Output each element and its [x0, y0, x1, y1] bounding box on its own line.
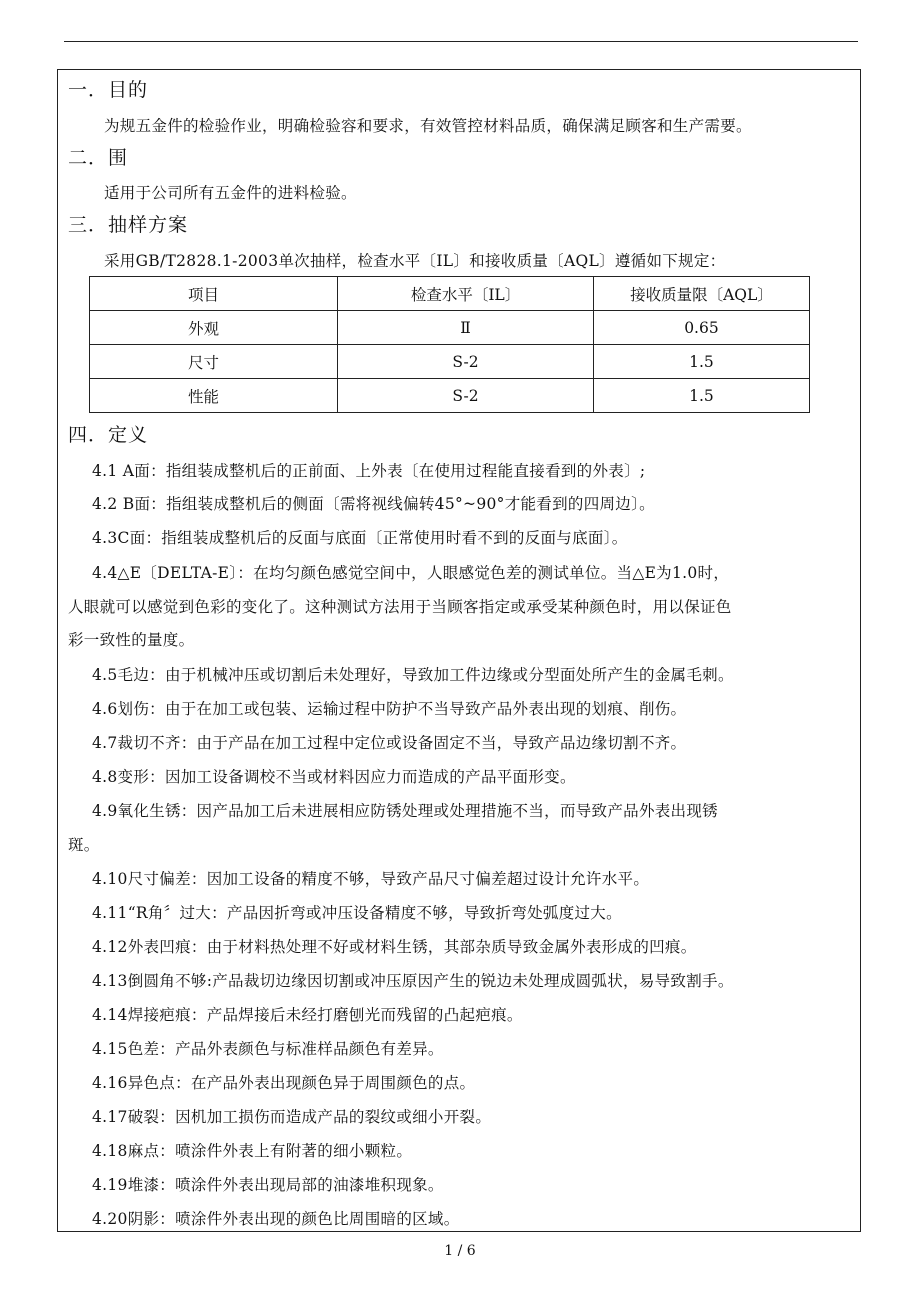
- table-cell: 1.5: [593, 345, 809, 379]
- table-row: [90, 311, 810, 345]
- table-cell: Ⅱ: [338, 311, 594, 345]
- sampling-table: [89, 276, 810, 413]
- table-cell: 性能: [90, 379, 338, 413]
- table-row: [90, 379, 810, 413]
- definition-line: 人眼就可以感觉到色彩的变化了。这种测试方法用于当顾客指定或承受某种颜色时，用以保证色: [68, 598, 732, 616]
- definition-line: 4.1 A面：指组装成整机后的正前面、上外表〔在使用过程能直接看到的外表〕;: [92, 462, 646, 480]
- section-heading-scope: 二．围: [68, 147, 129, 169]
- table-header-cell: 检查水平〔IL〕: [338, 277, 594, 311]
- definition-line: 斑。: [68, 836, 100, 854]
- definition-line: 4.7裁切不齐：由于产品在加工过程中定位或设备固定不当，导致产品边缘切割不齐。: [92, 734, 687, 752]
- definition-line: 4.16异色点：在产品外表出现颜色异于周围颜色的点。: [92, 1074, 476, 1092]
- definition-line: 4.19堆漆：喷涂件外表出现局部的油漆堆积现象。: [92, 1176, 444, 1194]
- definition-line: 4.11“R角〞过大：产品因折弯或冲压设备精度不够，导致折弯处弧度过大。: [92, 904, 622, 922]
- table-row: [90, 345, 810, 379]
- table-cell: 外观: [90, 311, 338, 345]
- definition-line: 4.12外表凹痕：由于材料热处理不好或材料生锈，其部杂质导致金属外表形成的凹痕。: [92, 938, 697, 956]
- table-header-cell: 接收质量限〔AQL〕: [593, 277, 809, 311]
- definition-line: 4.5毛边：由于机械冲压或切割后未处理好，导致加工件边缘或分型面处所产生的金属毛刺。: [92, 666, 734, 684]
- definition-line: 4.14焊接疤痕：产品焊接后未经打磨刨光而残留的凸起疤痕。: [92, 1006, 523, 1024]
- definition-line: 4.2 B面：指组装成整机后的侧面〔需将视线偏转45°~90°才能看到的四周边〕。: [92, 495, 655, 513]
- definition-line: 4.4△E〔DELTA-E〕：在均匀颜色感觉空间中，人眼感觉色差的测试单位。当△E为1.0时，: [92, 564, 730, 582]
- section-heading-definitions: 四．定义: [68, 424, 149, 446]
- section-heading-purpose: 一．目的: [68, 79, 149, 101]
- definition-line: 4.3C面：指组装成整机后的反面与底面〔正常使用时看不到的反面与底面〕。: [92, 529, 628, 547]
- definition-line: 4.13倒圆角不够:产品裁切边缘因切割或冲压原因产生的锐边未处理成圆弧状，易导致割手。: [92, 972, 734, 990]
- definition-line: 4.9氧化生锈：因产品加工后未进展相应防锈处理或处理措施不当，而导致产品外表出现锈: [92, 802, 718, 820]
- definition-line: 4.18麻点：喷涂件外表上有附著的细小颗粒。: [92, 1142, 413, 1160]
- table-cell: 尺寸: [90, 345, 338, 379]
- definition-line: 彩一致性的量度。: [68, 631, 195, 649]
- scope-text: 适用于公司所有五金件的进料检验。: [104, 184, 357, 202]
- table-cell: S-2: [338, 345, 594, 379]
- definition-line: 4.20阴影：喷涂件外表出现的颜色比周围暗的区域。: [92, 1210, 460, 1228]
- section-heading-sampling: 三．抽样方案: [68, 214, 189, 236]
- purpose-text: 为规五金件的检验作业，明确检验容和要求，有效管控材料品质，确保满足顾客和生产需要。: [104, 117, 752, 135]
- table-cell: S-2: [338, 379, 594, 413]
- definition-line: 4.15色差：产品外表颜色与标准样品颜色有差异。: [92, 1040, 444, 1058]
- definition-line: 4.17破裂：因机加工损伤而造成产品的裂纹或细小开裂。: [92, 1108, 492, 1126]
- table-header-cell: 项目: [90, 277, 338, 311]
- table-header-row: [90, 277, 810, 311]
- definition-line: 4.6划伤：由于在加工或包装、运输过程中防护不当导致产品外表出现的划痕、削伤。: [92, 700, 687, 718]
- definition-line: 4.10尺寸偏差：因加工设备的精度不够，导致产品尺寸偏差超过设计允许水平。: [92, 870, 650, 888]
- sampling-text: 采用GB/T2828.1-2003单次抽样，检查水平〔IL〕和接收质量〔AQL〕遵循如下规定：: [104, 252, 726, 270]
- table-cell: 0.65: [593, 311, 809, 345]
- definition-line: 4.8变形：因加工设备调校不当或材料因应力而造成的产品平面形变。: [92, 768, 576, 786]
- table-cell: 1.5: [593, 379, 809, 413]
- page-number: 1 / 6: [444, 1243, 476, 1259]
